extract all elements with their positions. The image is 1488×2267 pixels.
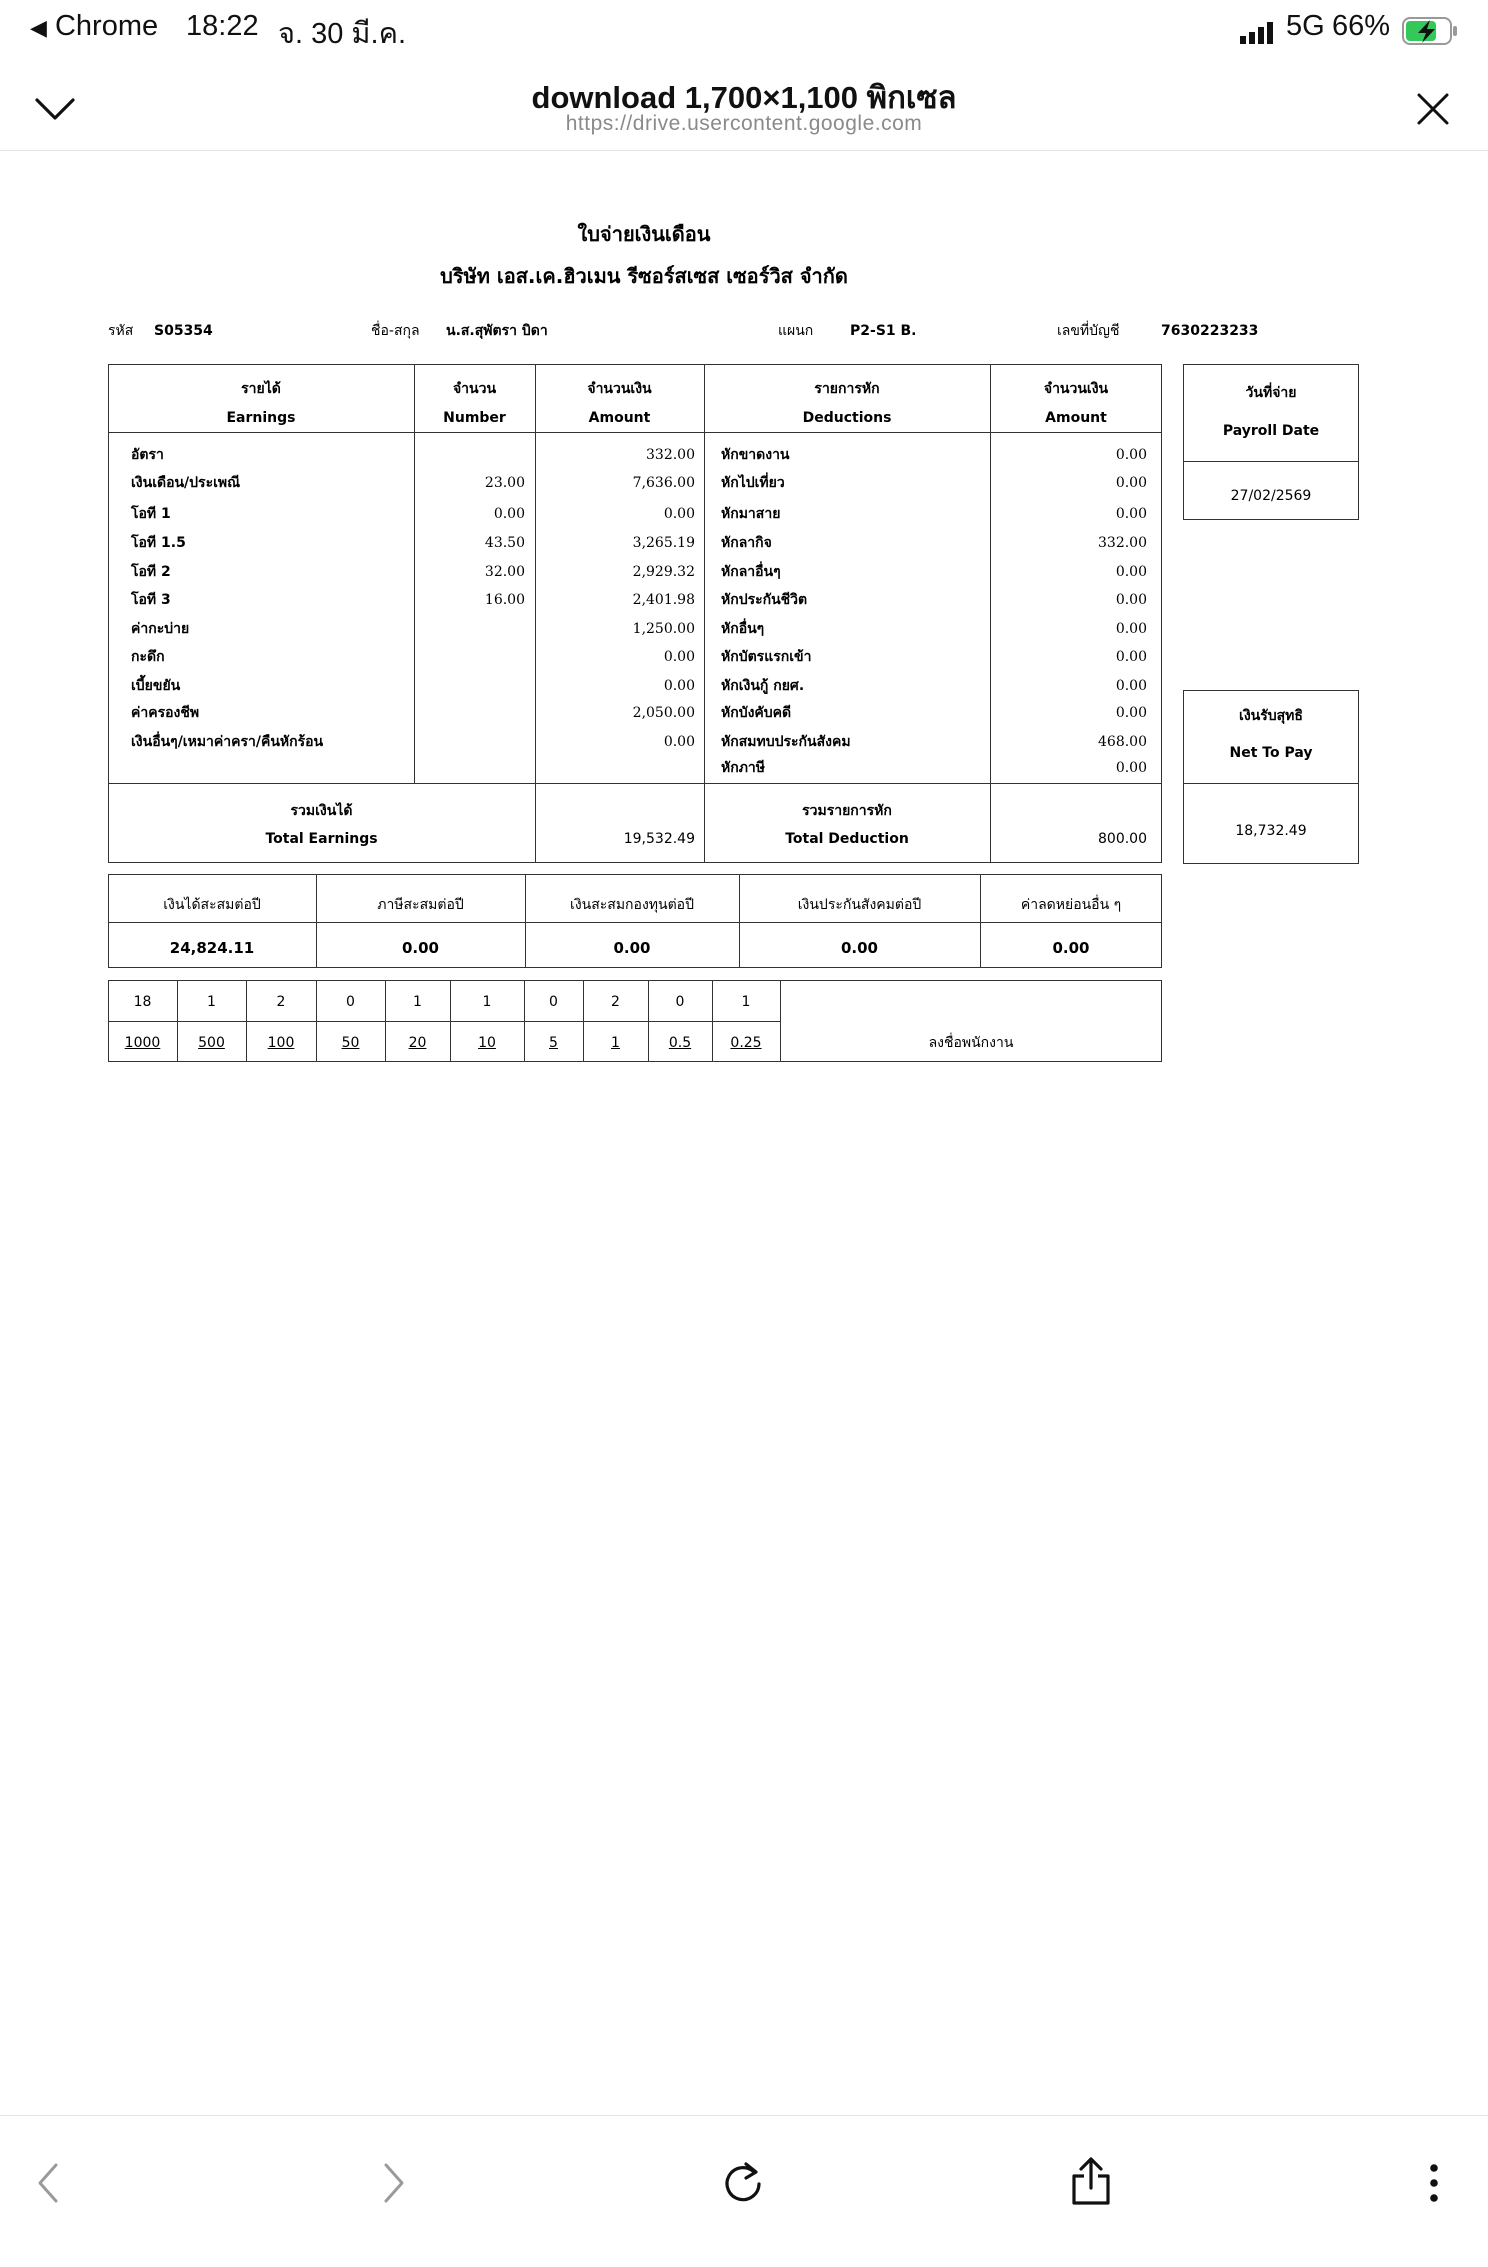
bottom-toolbar <box>0 2115 1488 2267</box>
ytd-label: เงินได้สะสมต่อปี <box>163 897 261 913</box>
forward-icon[interactable] <box>382 2162 406 2204</box>
denomination-unit: 10 <box>478 1035 496 1051</box>
close-icon[interactable] <box>1416 92 1450 126</box>
denomination-unit: 0.25 <box>730 1035 762 1051</box>
ytd-label: ค่าลดหย่อนอื่น ๆ <box>1020 897 1122 913</box>
deduction-amount: 0.00 <box>1115 564 1147 580</box>
payroll-date-value: 27/02/2569 <box>1230 488 1312 504</box>
share-icon[interactable] <box>1070 2156 1112 2206</box>
total-deduction-label-en: Total Deduction <box>785 831 909 847</box>
earning-number: 16.00 <box>484 592 525 608</box>
deduction-label: หักภาษี <box>721 760 766 776</box>
company-name: บริษัท เอส.เค.ฮิวเมน รีซอร์สเซส เซอร์วิส จำกัด <box>440 264 848 288</box>
earning-label: อัตรา <box>131 447 164 463</box>
earning-number: 0.00 <box>493 506 525 522</box>
earnings-header-th: รายได้ <box>241 381 281 397</box>
earning-label: โอที 2 <box>131 564 171 580</box>
denomination-unit: 1000 <box>124 1035 161 1051</box>
file-title: download 1,700×1,100 พิกเซล <box>531 80 957 115</box>
viewer-header <box>0 66 1488 151</box>
name-label: ชื่อ-สกุล <box>371 323 420 339</box>
earning-amount: 0.00 <box>663 506 695 522</box>
earning-label: เงินเดือน/ประเพณี <box>131 475 241 491</box>
deduction-amount: 0.00 <box>1115 678 1147 694</box>
deduction-amount: 0.00 <box>1115 760 1147 776</box>
account-value: 7630223233 <box>1161 323 1259 339</box>
denomination-unit: 0.5 <box>668 1035 692 1051</box>
deductions-header-en: Deductions <box>802 410 892 426</box>
number-header-th: จำนวน <box>452 381 497 397</box>
date: จ. 30 มี.ค. <box>278 18 407 50</box>
deduction-label: หักมาสาย <box>721 506 781 522</box>
deduction-amount: 0.00 <box>1115 592 1147 608</box>
earning-label: กะดึก <box>131 649 165 665</box>
clock: 18:22 <box>186 10 259 42</box>
battery-percent: 66% <box>1332 10 1391 42</box>
deduction-amount-header-th: จำนวนเงิน <box>1043 381 1109 397</box>
earning-amount: 2,401.98 <box>632 592 695 608</box>
earning-amount: 2,929.32 <box>632 564 695 580</box>
department-value: P2-S1 B. <box>850 323 917 339</box>
payslip-title: ใบจ่ายเงินเดือน <box>577 222 711 246</box>
deduction-label: หักประกันชีวิต <box>721 592 808 608</box>
earning-label: เงินอื่นๆ/เหมาค่าครา/คืนหักร้อน <box>131 734 324 750</box>
earning-amount: 3,265.19 <box>632 535 695 551</box>
deduction-label: หักบังคับคดี <box>721 705 792 721</box>
denomination-count: 0 <box>549 994 558 1010</box>
deduction-label: หักไปเที่ยว <box>721 475 785 491</box>
cellular-signal-icon <box>1240 22 1276 44</box>
deduction-label: หักอื่นๆ <box>721 621 765 637</box>
denomination-count: 1 <box>413 994 422 1010</box>
net-pay-label-th: เงินรับสุทธิ <box>1239 708 1303 724</box>
department-label: แผนก <box>778 323 814 339</box>
total-earnings-label-th: รวมเงินได้ <box>290 803 353 819</box>
deduction-amount: 0.00 <box>1115 649 1147 665</box>
earning-label: เบี้ยขยัน <box>131 678 181 694</box>
deduction-label: หักลาอื่นๆ <box>721 564 781 580</box>
code-label: รหัส <box>108 323 134 339</box>
earning-amount: 332.00 <box>646 447 695 463</box>
denomination-unit: 50 <box>341 1035 360 1051</box>
more-icon[interactable] <box>1428 2162 1440 2204</box>
earning-amount: 7,636.00 <box>632 475 695 491</box>
code-value: S05354 <box>154 323 213 339</box>
deduction-amount: 468.00 <box>1098 734 1147 750</box>
earning-amount: 1,250.00 <box>632 621 695 637</box>
denomination-count: 1 <box>741 994 751 1010</box>
reload-icon[interactable] <box>720 2160 766 2206</box>
earning-label: ค่ากะบ่าย <box>131 621 190 637</box>
denomination-count: 2 <box>276 994 286 1010</box>
network-type: 5G <box>1286 10 1325 42</box>
ytd-label: ภาษีสะสมต่อปี <box>377 897 464 913</box>
deduction-label: หักลากิจ <box>721 535 772 551</box>
deduction-amount-header-en: Amount <box>1045 410 1107 426</box>
amount-header-th: จำนวนเงิน <box>587 381 652 397</box>
total-deduction-value: 800.00 <box>1098 831 1147 847</box>
employee-signature-label: ลงชื่อพนักงาน <box>928 1035 1014 1051</box>
payroll-date-label-th: วันที่จ่าย <box>1245 385 1297 401</box>
net-pay-label-en: Net To Pay <box>1229 745 1313 761</box>
back-triangle-icon: ◀ <box>30 15 47 40</box>
earnings-deductions-table <box>108 364 1162 863</box>
earnings-header-en: Earnings <box>226 410 296 426</box>
earning-amount: 2,050.00 <box>632 705 695 721</box>
earning-number: 23.00 <box>484 475 525 491</box>
ytd-value: 0.00 <box>613 939 651 957</box>
total-earnings-value: 19,532.49 <box>623 831 695 847</box>
total-earnings-label-en: Total Earnings <box>265 831 378 847</box>
account-label: เลขที่บัญชี <box>1057 323 1120 339</box>
earning-amount: 0.00 <box>663 678 695 694</box>
denomination-unit: 1 <box>611 1035 620 1051</box>
total-deduction-label-th: รวมรายการหัก <box>802 803 892 819</box>
denomination-count: 2 <box>611 994 620 1010</box>
ytd-value: 0.00 <box>840 939 878 957</box>
earning-amount: 0.00 <box>663 649 695 665</box>
ytd-value: 24,824.11 <box>169 939 255 957</box>
deduction-amount: 0.00 <box>1115 447 1147 463</box>
deduction-label: หักขาดงาน <box>721 447 790 463</box>
deduction-amount: 0.00 <box>1115 621 1147 637</box>
deductions-header-th: รายการหัก <box>814 381 880 397</box>
deduction-label: หักเงินกู้ กยศ. <box>721 678 805 694</box>
ytd-value: 0.00 <box>1052 939 1090 957</box>
denomination-count: 1 <box>207 994 216 1010</box>
back-icon[interactable] <box>36 2162 60 2204</box>
denomination-count: 0 <box>675 994 685 1010</box>
earning-amount: 0.00 <box>663 734 695 750</box>
payroll-date-label-en: Payroll Date <box>1222 423 1320 439</box>
earning-label: โอที 3 <box>131 592 171 608</box>
denomination-unit: 500 <box>198 1035 225 1051</box>
denomination-unit: 5 <box>549 1035 558 1051</box>
denomination-count: 18 <box>133 994 152 1010</box>
deduction-amount: 332.00 <box>1098 535 1147 551</box>
back-to-app[interactable] <box>30 10 158 43</box>
amount-header-en: Amount <box>588 410 651 426</box>
deduction-amount: 0.00 <box>1115 506 1147 522</box>
battery-charging-icon <box>1402 16 1460 46</box>
file-url: https://drive.usercontent.google.com <box>565 112 923 135</box>
back-app-label: Chrome <box>54 10 159 42</box>
earning-number: 43.50 <box>484 535 525 551</box>
earning-number: 32.00 <box>484 564 525 580</box>
earning-label: โอที 1.5 <box>131 535 186 551</box>
ytd-value: 0.00 <box>401 939 439 957</box>
deduction-label: หักสมทบประกันสังคม <box>721 734 851 750</box>
earning-label: ค่าครองชีพ <box>131 705 200 721</box>
deduction-amount: 0.00 <box>1115 475 1147 491</box>
denomination-unit: 20 <box>408 1035 427 1051</box>
earning-label: โอที 1 <box>131 506 171 522</box>
status-bar <box>0 0 1488 66</box>
ytd-label: เงินสะสมกองทุนต่อปี <box>570 897 694 913</box>
deduction-label: หักบัตรแรกเข้า <box>721 649 812 665</box>
denomination-unit: 100 <box>267 1035 295 1051</box>
denomination-count: 0 <box>346 994 355 1010</box>
number-header-en: Number <box>443 410 506 426</box>
net-pay-value: 18,732.49 <box>1235 823 1307 839</box>
name-value: น.ส.สุพัตรา บิดา <box>446 323 548 339</box>
ytd-label: เงินประกันสังคมต่อปี <box>797 897 922 913</box>
deduction-amount: 0.00 <box>1115 705 1147 721</box>
denomination-count: 1 <box>482 994 492 1010</box>
